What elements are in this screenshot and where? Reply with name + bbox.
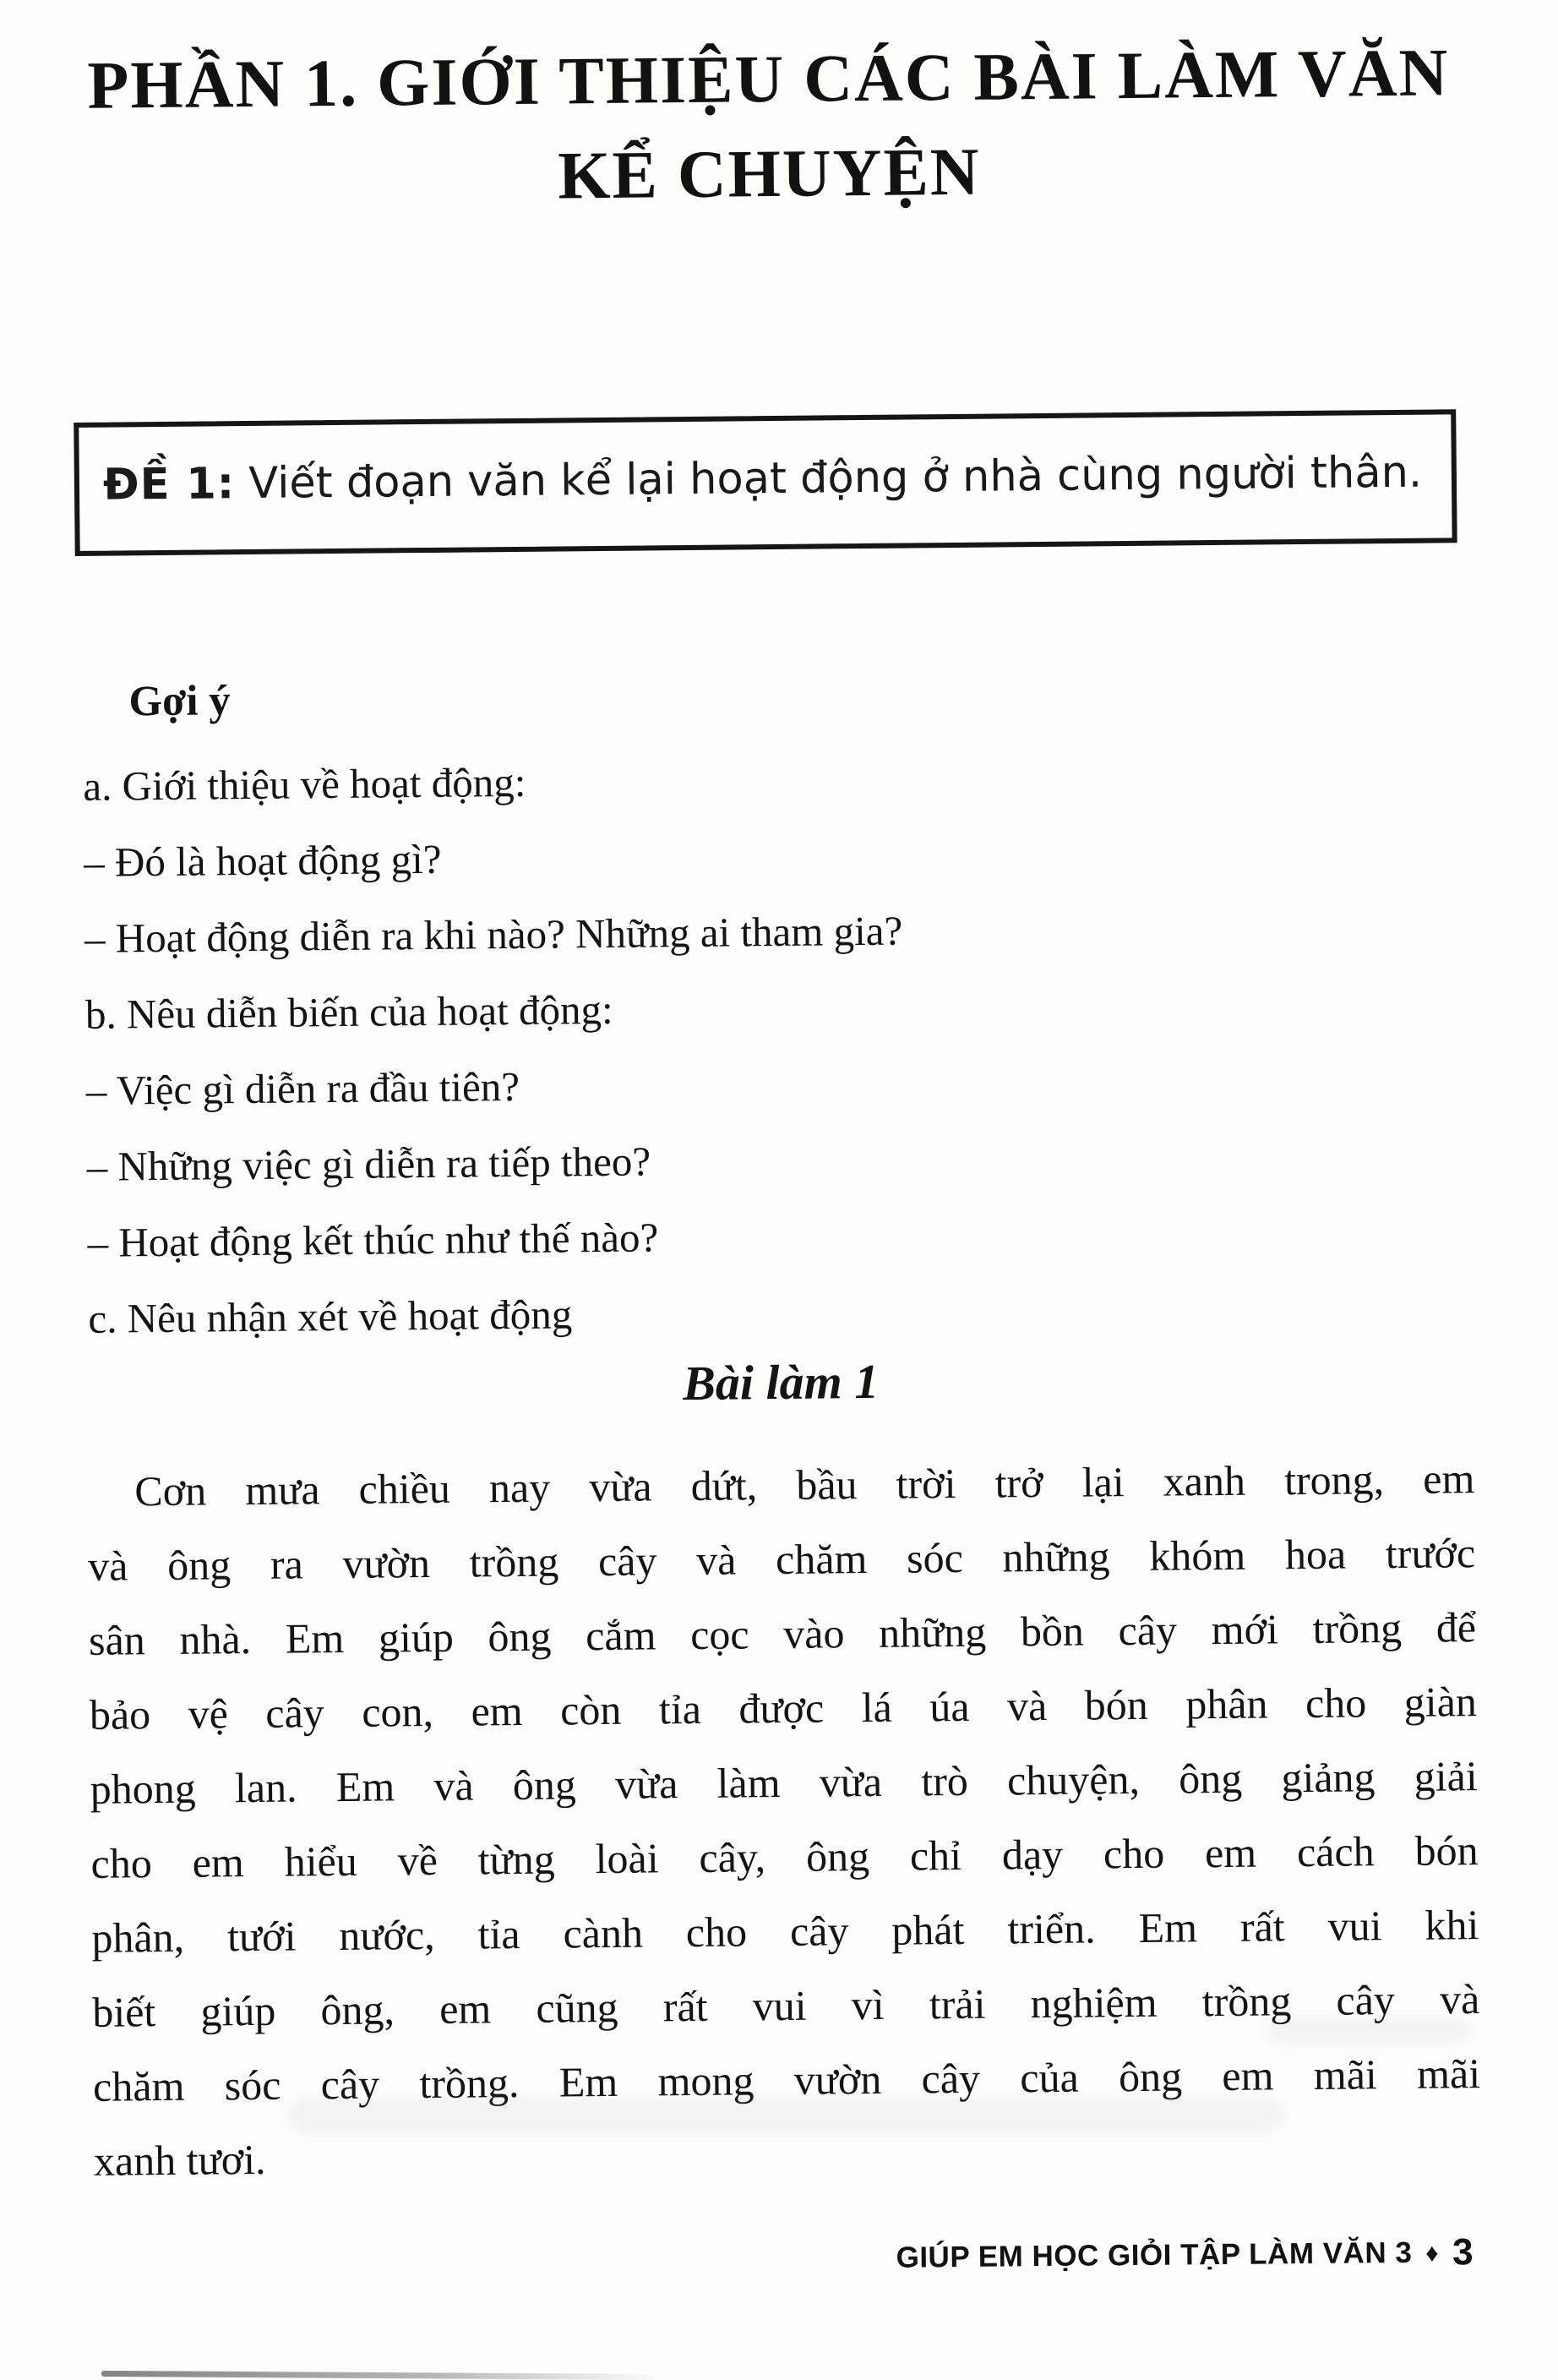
- exercise-text: Viết đoạn văn kể lại hoạt động ở nhà cùng người thân.: [248, 447, 1423, 509]
- hint-item: b. Nêu diễn biến của hoạt động:: [84, 985, 613, 1038]
- hint-item: – Việc gì diễn ra đầu tiên?: [85, 1062, 520, 1114]
- scan-smudge: [287, 2098, 1284, 2133]
- hint-item: a. Giới thiệu về hoạt động:: [83, 758, 526, 810]
- essay-line: phân, tưới nước, tỉa cành cho cây phát triển. Em rất vui khi: [91, 1901, 1479, 1962]
- diamond-icon: ♦: [1425, 2239, 1440, 2268]
- part-title-line2: KỂ CHUYỆN: [557, 134, 981, 214]
- part-title: [0, 25, 1549, 229]
- essay-heading: Bài làm 1: [682, 1353, 880, 1411]
- page-number: 3: [1452, 2231, 1474, 2274]
- page-footer: [896, 2231, 1474, 2279]
- essay-line: và ông ra vườn trồng cây và chăm sóc những khóm hoa trước: [87, 1529, 1476, 1590]
- hints-heading: Gợi ý: [128, 677, 232, 726]
- hint-item: c. Nêu nhận xét về hoạt động: [88, 1291, 573, 1342]
- hint-item: – Hoạt động kết thúc như thế nào?: [87, 1214, 659, 1266]
- hints-list: [83, 735, 1472, 1357]
- essay-line: biết giúp ông, em cũng rất vui vì trải nghiệm trồng cây và: [92, 1975, 1480, 2036]
- hint-item: – Những việc gì diễn ra tiếp theo?: [86, 1138, 651, 1190]
- part-title-line1: PHẦN 1. GIỚI THIỆU CÁC BÀI LÀM VĂN: [87, 35, 1450, 123]
- hint-item: – Hoạt động diễn ra khi nào? Những ai tham gia?: [84, 907, 903, 962]
- essay-line: Cơn mưa chiều nay vừa dứt, bầu trời trở lại xanh trong, em: [134, 1455, 1475, 1515]
- footer-book-title: GIÚP EM HỌC GIỎI TẬP LÀM VĂN 3: [896, 2235, 1413, 2274]
- essay-line: chăm sóc cây trồng. Em mong vườn cây của ông em mãi mãi: [92, 2050, 1481, 2110]
- hint-item: – Đó là hoạt động gì?: [83, 835, 442, 886]
- exercise-prompt-box: [74, 409, 1457, 556]
- essay-line: xanh tươi.: [93, 2135, 266, 2185]
- essay-line: bảo vệ cây con, em còn tỉa được lá úa và bón phân cho giàn: [89, 1678, 1478, 1739]
- essay-line: cho em hiểu về từng loài cây, ông chỉ dạy cho em cách bón: [90, 1826, 1479, 1887]
- scan-smudge: [1267, 2018, 1470, 2044]
- exercise-label: ĐỀ 1:: [102, 459, 236, 510]
- essay-line: phong lan. Em và ông vừa làm vừa trò chuyện, ông giảng giải: [90, 1752, 1478, 1813]
- essay-body: [87, 1441, 1481, 2198]
- essay-line: sân nhà. Em giúp ông cắm cọc vào những bồn cây mới trồng để: [88, 1603, 1477, 1664]
